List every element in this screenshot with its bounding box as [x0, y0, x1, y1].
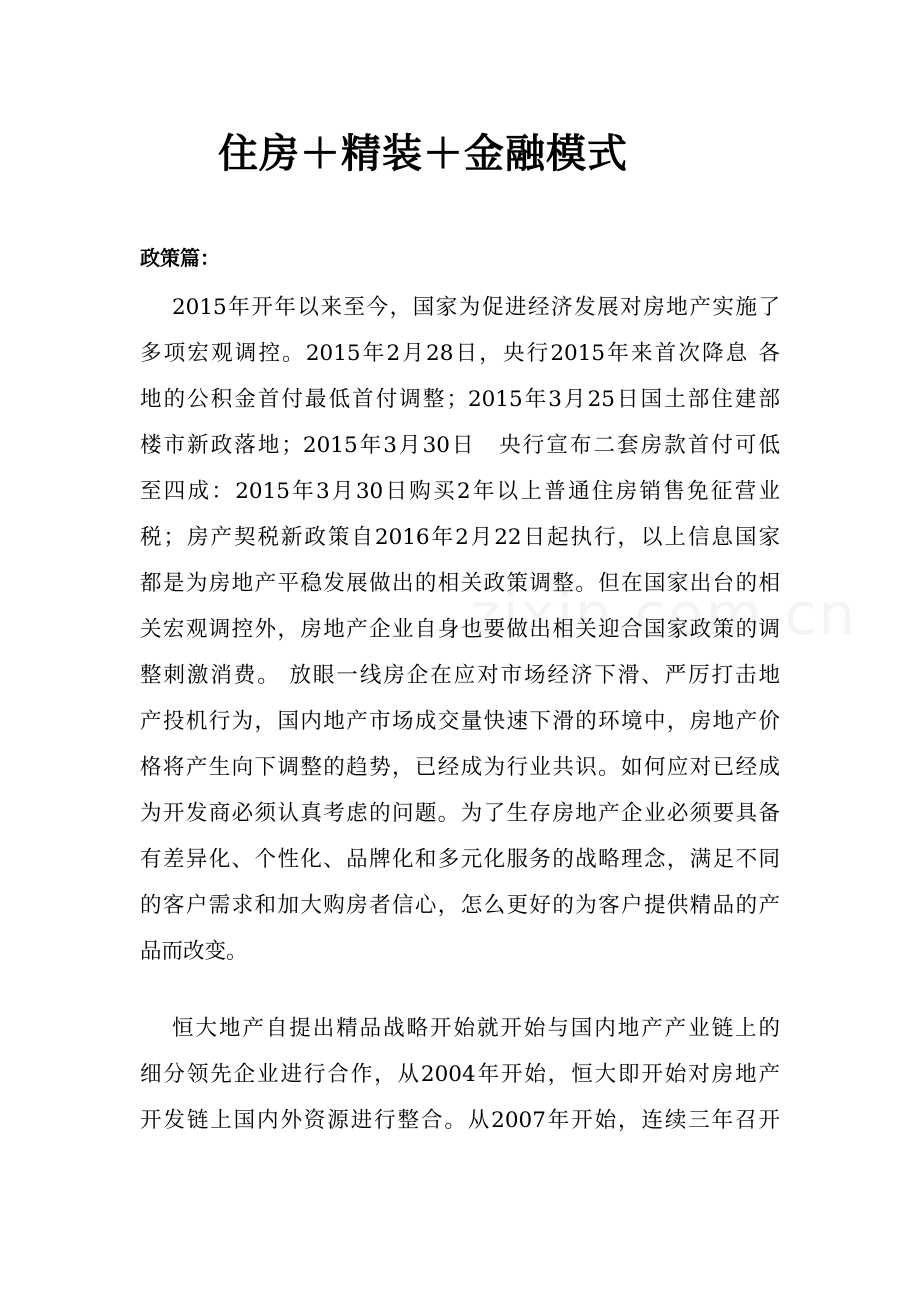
paragraph-line: 2015年开年以来至今，国家为促进经济发展对房地产实施了 [172, 295, 780, 320]
paragraph-line: 整刺激消费。 放眼一线房企在应对市场经济下滑、严厉打击地 [140, 663, 780, 688]
paragraph-line: 至四成：2015年3月30日购买2年以上普通住房销售免征营业 [140, 479, 780, 504]
paragraph-line: 的客户需求和加大购房者信心，怎么更好的为客户提供精品的产 [140, 893, 780, 918]
paragraph-line: 多项宏观调控。2015年2月28日，央行2015年来首次降息 各 [140, 341, 780, 366]
paragraph-line: 产投机行为，国内地产市场成交量快速下滑的环境中，房地产价 [140, 709, 780, 734]
paragraph-line: 为开发商必须认真考虑的问题。为了生存房地产企业必须要具备 [140, 801, 780, 826]
paragraph-line: 都是为房地产平稳发展做出的相关政策调整。但在国家出台的相 [140, 571, 780, 596]
paragraph-line: 品而改变。 [140, 939, 248, 964]
paragraph-line: 关宏观调控外，房地产企业自身也要做出相关迎合国家政策的调 [140, 617, 780, 642]
paragraph-line: 细分领先企业进行合作，从2004年开始，恒大即开始对房地产 [140, 1062, 780, 1087]
paragraph-line: 地的公积金首付最低首付调整；2015年3月25日国土部住建部 [140, 387, 780, 412]
paragraph-line: 楼市新政落地；2015年3月30日 央行宣布二套房款首付可低 [140, 433, 780, 458]
paragraph-line: 开发链上国内外资源进行整合。从2007年开始，连续三年召开 [140, 1108, 780, 1133]
paragraph-policy [140, 285, 780, 975]
paragraph-line: 有差异化、个性化、品牌化和多元化服务的战略理念，满足不同 [140, 847, 780, 872]
paragraph-line: 格将产生向下调整的趋势，已经成为行业共识。如何应对已经成 [140, 755, 780, 780]
document-title: 住房＋精装＋金融模式 [218, 131, 628, 177]
paragraph-evergrande [140, 1006, 780, 1144]
section-heading: 政策篇： [140, 246, 220, 270]
paragraph-line: 税；房产契税新政策自2016年2月22日起执行，以上信息国家 [140, 525, 780, 550]
paragraph-line: 恒大地产自提出精品战略开始就开始与国内地产产业链上的 [172, 1016, 780, 1041]
